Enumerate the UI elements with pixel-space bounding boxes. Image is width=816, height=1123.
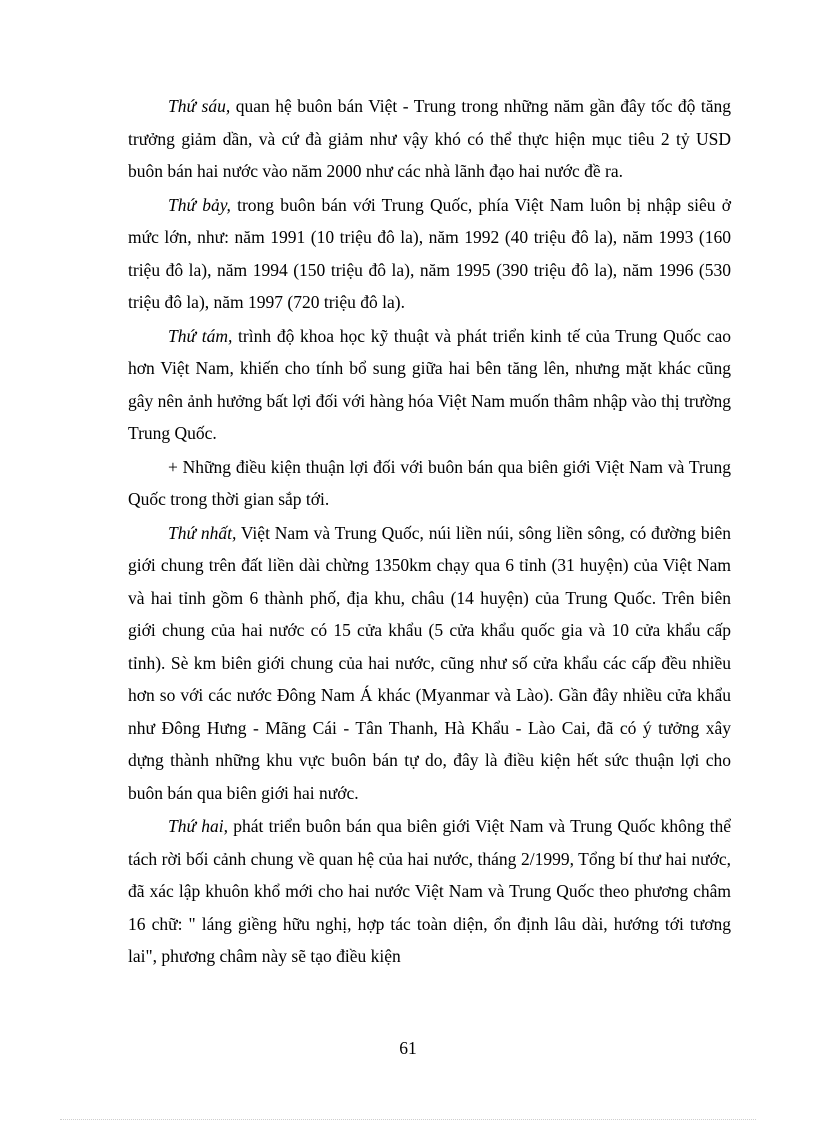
page-body	[128, 90, 731, 974]
paragraph-text: trình độ khoa học kỹ thuật và phát triển kinh tế của Trung Quốc cao hơn Việt Nam, khiến cho tính bổ sung giữa hai bên tăng lên, nhưng mặt khác cũng gây nên ảnh hưởng bất lợi đối với hàng hóa Việt Nam muốn thâm nhập vào thị trường Trung Quốc.	[128, 325, 731, 443]
page-number: 61	[399, 1038, 417, 1058]
paragraph-thu-nhat	[128, 517, 731, 810]
paragraph-lead: Thứ bảy,	[168, 194, 231, 215]
paragraph-lead: Thứ tám,	[168, 325, 233, 346]
bottom-divider	[60, 1119, 756, 1120]
paragraph-text: phát triển buôn bán qua biên giới Việt Nam và Trung Quốc không thể tách rời bối cảnh chung về quan hệ của hai nước, tháng 2/1999, Tổng bí thư hai nước, đã xác lập khuôn khổ mới cho hai nước Việt Nam và Trung Quốc theo phương châm 16 chữ: " láng giềng hữu nghị, hợp tác toàn diện, ổn định lâu dài, hướng tới tương lai", phương châm này sẽ tạo điều kiện	[128, 816, 731, 966]
paragraph-lead: Thứ sáu,	[168, 96, 231, 116]
paragraph-thu-sau	[128, 90, 731, 188]
paragraph-thu-bay	[128, 189, 731, 319]
paragraph-text: trong buôn bán với Trung Quốc, phía Việt Nam luôn bị nhập siêu ở mức lớn, như: năm 1991 (10 triệu đô la), năm 1992 (40 triệu đô la), năm 1993 (160 triệu đô la), năm 1994 (150 triệu đô la), năm 1995 (390 triệu đô la), năm 1996 (530 triệu đô la), năm 1997 (720 triệu đô la).	[128, 194, 731, 312]
paragraph-lead: Thứ nhất,	[168, 522, 237, 543]
paragraph-thu-hai	[128, 810, 731, 973]
paragraph-text: + Những điều kiện thuận lợi đối với buôn bán qua biên giới Việt Nam và Trung Quốc trong thời gian sắp tới.	[128, 456, 731, 509]
paragraph-lead: Thứ hai,	[168, 816, 228, 836]
paragraph-thu-tam	[128, 320, 731, 450]
paragraph-text: quan hệ buôn bán Việt - Trung trong những năm gần đây tốc độ tăng trưởng giảm dần, và cứ đà giảm như vậy khó có thể thực hiện mục tiêu 2 tỷ USD buôn bán hai nước vào năm 2000 như các nhà lãnh đạo hai nước đề ra.	[128, 96, 731, 181]
paragraph-favorable-conditions	[128, 451, 731, 516]
paragraph-text: Việt Nam và Trung Quốc, núi liền núi, sông liền sông, có đường biên giới chung trên đất liền dài chừng 1350km chạy qua 6 tỉnh (31 huyện) của Việt Nam và hai tỉnh gồm 6 thành phố, địa khu, châu (14 huyện) của Trung Quốc. Trên biên giới chung của hai nước có 15 cửa khẩu (5 cửa khẩu quốc gia và 10 cửa khẩu cấp tỉnh). Sè km biên giới chung của hai nước, cũng như số cửa khẩu các cấp đều nhiều hơn so với các nước Đông Nam Á khác (Myanmar và Lào). Gần đây nhiều cửa khẩu như Đông Hưng - Mãng Cái - Tân Thanh, Hà Khẩu - Lào Cai, đã có ý tưởng xây dựng thành những khu vực buôn bán tự do, đây là điều kiện hết sức thuận lợi cho buôn bán qua biên giới hai nước.	[128, 522, 731, 803]
